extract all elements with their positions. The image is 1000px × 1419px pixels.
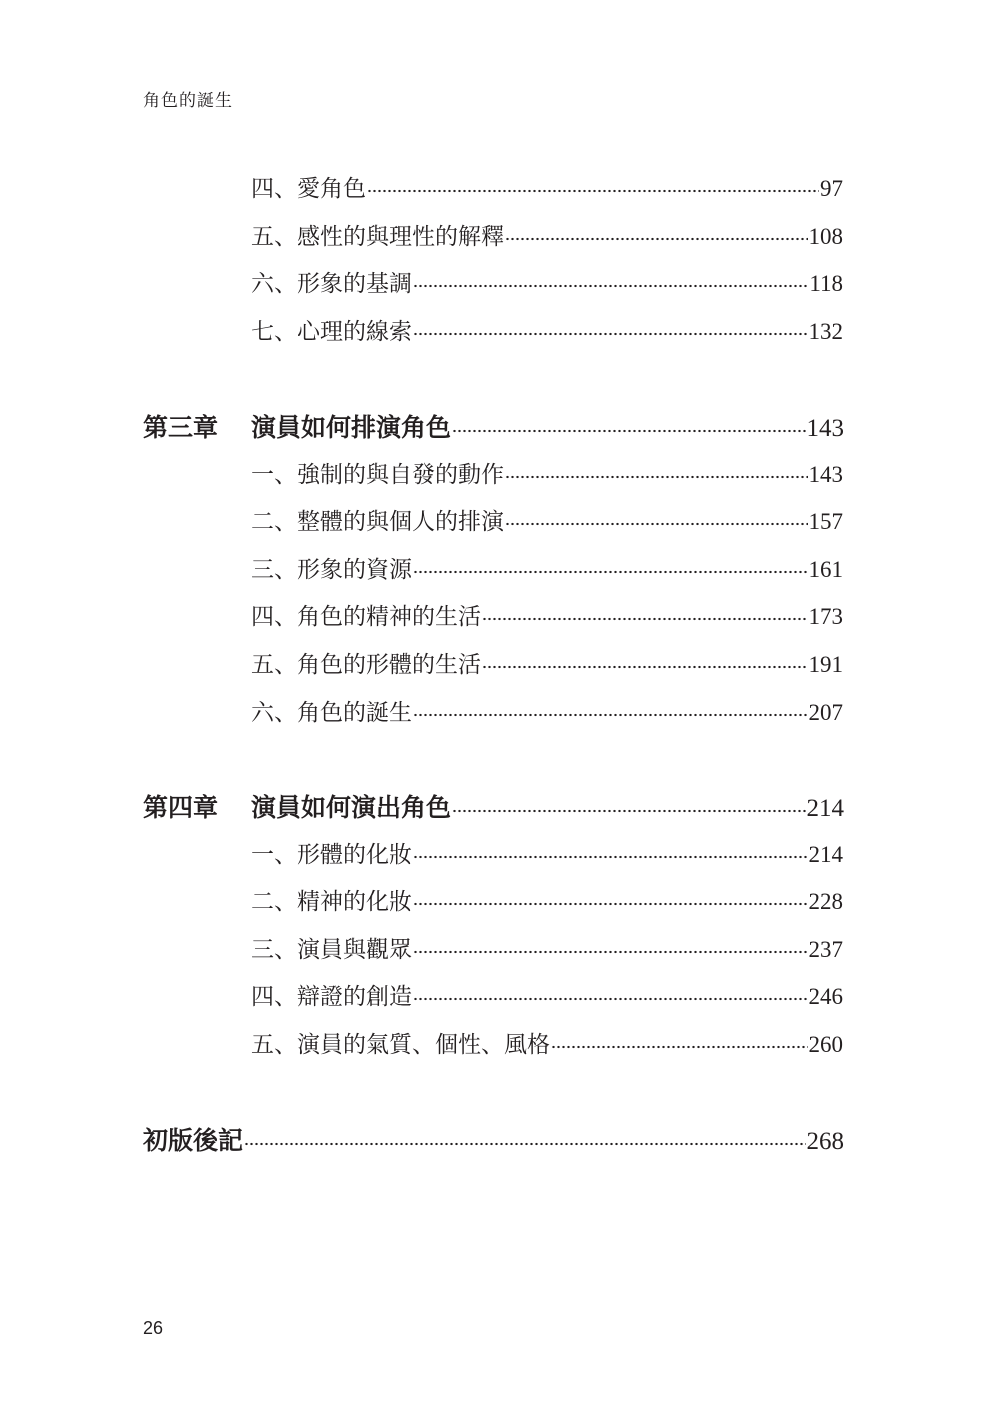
dot-leader	[413, 713, 808, 717]
toc-entry[interactable]	[251, 503, 843, 536]
toc-entry-title: 六、形象的基調	[251, 271, 412, 297]
dot-leader	[413, 950, 808, 954]
toc-entry-page: 157	[808, 509, 843, 534]
toc-entry-page: 143	[808, 462, 843, 487]
dot-leader	[244, 1142, 805, 1146]
dot-leader	[413, 570, 808, 574]
toc-entry-page: 237	[808, 937, 843, 962]
chapter-label: 第三章	[143, 413, 219, 442]
dot-leader	[505, 522, 808, 526]
toc-entry-page: 173	[808, 604, 843, 629]
toc-afterword[interactable]	[143, 1121, 844, 1157]
toc-entry[interactable]	[251, 1026, 843, 1059]
dot-leader	[413, 902, 808, 906]
toc-entry-page: 118	[809, 271, 843, 296]
toc-entry[interactable]	[251, 883, 843, 916]
dot-leader	[482, 665, 808, 669]
chapter-title: 演員如何演出角色	[251, 793, 452, 822]
toc-entry[interactable]	[251, 551, 843, 584]
dot-leader	[413, 332, 808, 336]
toc-entry-title: 一、強制的與自發的動作	[251, 462, 504, 488]
toc-entry[interactable]	[251, 931, 843, 964]
dot-leader	[505, 475, 808, 479]
chapter-title: 演員如何排演角色	[251, 413, 452, 442]
toc-entry-title: 四、愛角色	[251, 176, 366, 202]
afterword-title: 初版後記	[143, 1126, 244, 1155]
toc-entry-title: 二、精神的化妝	[251, 889, 412, 915]
dot-leader	[452, 809, 805, 813]
toc-entry-page: 260	[808, 1032, 843, 1057]
toc-entry-title: 五、角色的形體的生活	[251, 652, 481, 678]
chapter-page: 214	[806, 795, 844, 822]
chapter-page: 143	[806, 415, 844, 442]
toc-entry-title: 四、辯證的創造	[251, 984, 412, 1010]
toc-entry[interactable]	[251, 313, 843, 346]
dot-leader	[482, 617, 808, 621]
chapter-label: 第四章	[143, 793, 219, 822]
toc-entry-page: 228	[808, 889, 843, 914]
dot-leader	[367, 189, 819, 193]
toc-entry-title: 五、感性的與理性的解釋	[251, 224, 504, 250]
toc-entry[interactable]	[251, 646, 843, 679]
toc-entry[interactable]	[251, 456, 843, 489]
toc-chapter-3[interactable]	[143, 408, 844, 444]
toc-entry-title: 一、形體的化妝	[251, 842, 412, 868]
toc-entry[interactable]	[251, 978, 843, 1011]
dot-leader	[413, 855, 808, 859]
toc-entry-page: 191	[808, 652, 843, 677]
toc-entry[interactable]	[251, 170, 843, 203]
toc-entry-title: 三、演員與觀眾	[251, 937, 412, 963]
dot-leader	[551, 1045, 808, 1049]
dot-leader	[452, 429, 805, 433]
toc-entry[interactable]	[251, 836, 843, 869]
toc-entry-title: 四、角色的精神的生活	[251, 604, 481, 630]
toc-entry-page: 246	[808, 984, 843, 1009]
toc-entry[interactable]	[251, 598, 843, 631]
dot-leader	[413, 284, 808, 288]
afterword-page: 268	[806, 1128, 844, 1155]
toc-chapter-4[interactable]	[143, 788, 844, 824]
toc-entry-page: 97	[820, 176, 843, 201]
toc-entry[interactable]	[251, 694, 843, 727]
toc-entry-page: 132	[808, 319, 843, 344]
page-number: 26	[143, 1318, 164, 1338]
toc-entry-title: 七、心理的線索	[251, 319, 412, 345]
toc-entry-title: 三、形象的資源	[251, 557, 412, 583]
toc-entry-page: 161	[808, 557, 843, 582]
toc-entry[interactable]	[251, 218, 843, 251]
toc-entry-title: 二、整體的與個人的排演	[251, 509, 504, 535]
running-head: 角色的誕生	[143, 91, 233, 111]
toc-entry-page: 214	[808, 842, 843, 867]
toc-entry-title: 五、演員的氣質、個性、風格	[251, 1032, 550, 1058]
toc-entry-page: 108	[808, 224, 843, 249]
toc-entry-title: 六、角色的誕生	[251, 700, 412, 726]
dot-leader	[413, 997, 808, 1001]
toc-entry-page: 207	[808, 700, 843, 725]
dot-leader	[505, 237, 808, 241]
toc-entry[interactable]	[251, 265, 843, 298]
